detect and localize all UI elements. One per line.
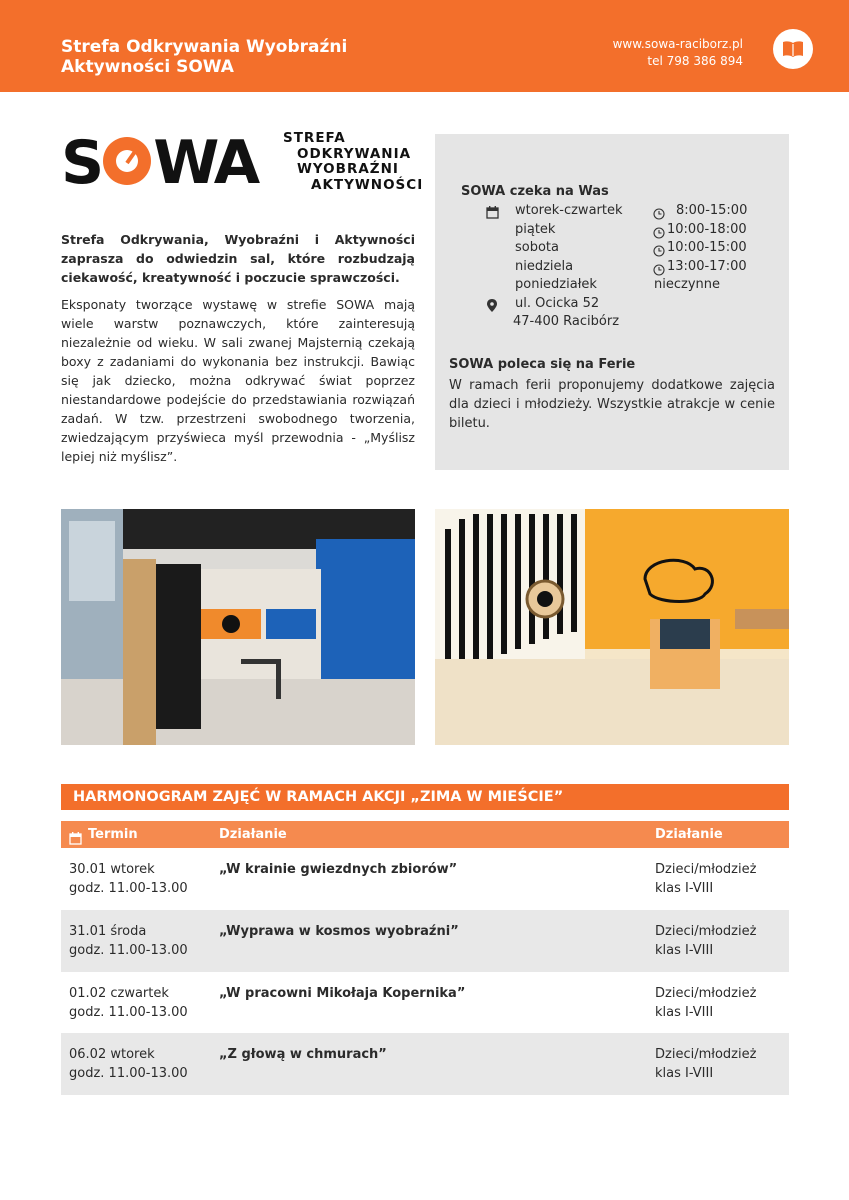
schedule-title: HARMONOGRAM ZAJĘĆ W RAMACH AKCJI „ZIMA W MIEŚCIE”: [61, 784, 789, 810]
logo-tagline: STREFA ODKRYWANIA WYOBRAŹNI AKTYWNOŚCI: [283, 130, 424, 193]
header-dzialanie-group: Działanie: [655, 827, 723, 842]
website-link[interactable]: www.sowa-raciborz.pl: [612, 37, 743, 51]
table-row: [61, 848, 789, 910]
row-time: godz. 11.00-13.00: [69, 943, 188, 958]
time-3: 13:00-17:00: [667, 258, 747, 274]
row-group: Dzieci/młodzież: [655, 986, 757, 1001]
header-dzialanie: Działanie: [219, 827, 287, 842]
opening-hours-box: [435, 134, 789, 470]
schedule-table-header: [61, 821, 789, 848]
row-class: klas I-VIII: [655, 881, 714, 896]
sowa-logo: [61, 128, 424, 198]
calendar-icon: [486, 204, 499, 223]
table-row: [61, 972, 789, 1034]
intro-text: [61, 230, 415, 466]
day-2: sobota: [515, 240, 559, 255]
row-date: 01.02 czwartek: [69, 986, 169, 1001]
row-group: Dzieci/młodzież: [655, 924, 757, 939]
row-class: klas I-VIII: [655, 943, 714, 958]
header-title: [61, 37, 347, 77]
table-row: [61, 1033, 789, 1095]
exhibition-photo-blue-room: [61, 509, 415, 745]
clock-icon: [653, 205, 665, 224]
logo-wordmark: S WA: [61, 128, 258, 198]
row-time: godz. 11.00-13.00: [69, 1005, 188, 1020]
row-group: Dzieci/młodzież: [655, 862, 757, 877]
header-bar: [0, 0, 849, 92]
row-time: godz. 11.00-13.00: [69, 881, 188, 896]
row-time: godz. 11.00-13.00: [69, 1066, 188, 1081]
row-activity: „Wyprawa w kosmos wyobraźni”: [219, 924, 459, 939]
row-activity: „W pracowni Mikołaja Kopernika”: [219, 986, 466, 1001]
clock-icon: [653, 242, 665, 261]
time-1: 10:00-18:00: [667, 221, 747, 237]
logo-o-mark: [103, 137, 151, 185]
header-contact: [613, 36, 743, 70]
row-activity: „Z głową w chmurach”: [219, 1047, 387, 1062]
exhibition-photo-yellow-room: [435, 509, 789, 745]
time-2: 10:00-15:00: [667, 240, 747, 255]
day-1: piątek: [515, 221, 556, 237]
clock-icon: [653, 224, 665, 243]
header-termin: Termin: [88, 827, 138, 842]
time-0: 8:00-15:00: [676, 203, 748, 218]
row-class: klas I-VIII: [655, 1005, 714, 1020]
day-0: wtorek-czwartek: [515, 203, 623, 218]
intro-lead: Strefa Odkrywania, Wyobraźni i Aktywności zaprasza do odwiedzin sal, które rozbudzają ciekawość, kreatywność i poczucie sprawczości.: [61, 232, 415, 285]
address-street: ul. Ocicka 52: [515, 295, 600, 311]
row-date: 31.01 środa: [69, 924, 147, 939]
location-pin-icon: [487, 297, 497, 316]
row-date: 06.02 wtorek: [69, 1047, 155, 1062]
header-title-line1: Strefa Odkrywania Wyobraźni: [61, 37, 348, 57]
row-class: klas I-VIII: [655, 1066, 714, 1081]
row-date: 30.01 wtorek: [69, 862, 155, 877]
hours-title: SOWA czeka na Was: [461, 184, 609, 199]
row-group: Dzieci/młodzież: [655, 1047, 757, 1062]
day-3: niedziela: [515, 258, 574, 274]
table-row: [61, 910, 789, 972]
address-city: 47-400 Racibórz: [513, 314, 620, 329]
header-title-line2: Aktywności SOWA: [61, 57, 234, 77]
day-4: poniedziałek: [515, 277, 597, 292]
intro-body: Eksponaty tworzące wystawę w strefie SOWA mają wiele warstw poznawczych, które zainteresują niezależnie od wieku. W sali zwanej Majsternią czekają boxy z zadaniami do wykonania bez instrukcji. Bawiąc się jak dziecko, można odkrywać świat poprzez niestandardowe podejście do przedstawiania rozwiązań zadań. W tzw. przestrzeni swobodnego tworzenia, zwiedzającym przyświeca myśl przewodnia - „Myślisz lepiej niż myślisz”.: [61, 297, 415, 464]
row-activity: „W krainie gwiezdnych zbiorów”: [219, 862, 458, 877]
ferie-title: SOWA poleca się na Ferie: [449, 357, 636, 372]
ferie-text: W ramach ferii proponujemy dodatkowe zajęcia dla dzieci i młodzieży. Wszystkie atrakcje w cenie biletu.: [449, 378, 775, 431]
time-4: nieczynne: [654, 277, 720, 292]
phone-number[interactable]: tel 798 386 894: [647, 54, 743, 68]
book-icon: [773, 29, 813, 69]
